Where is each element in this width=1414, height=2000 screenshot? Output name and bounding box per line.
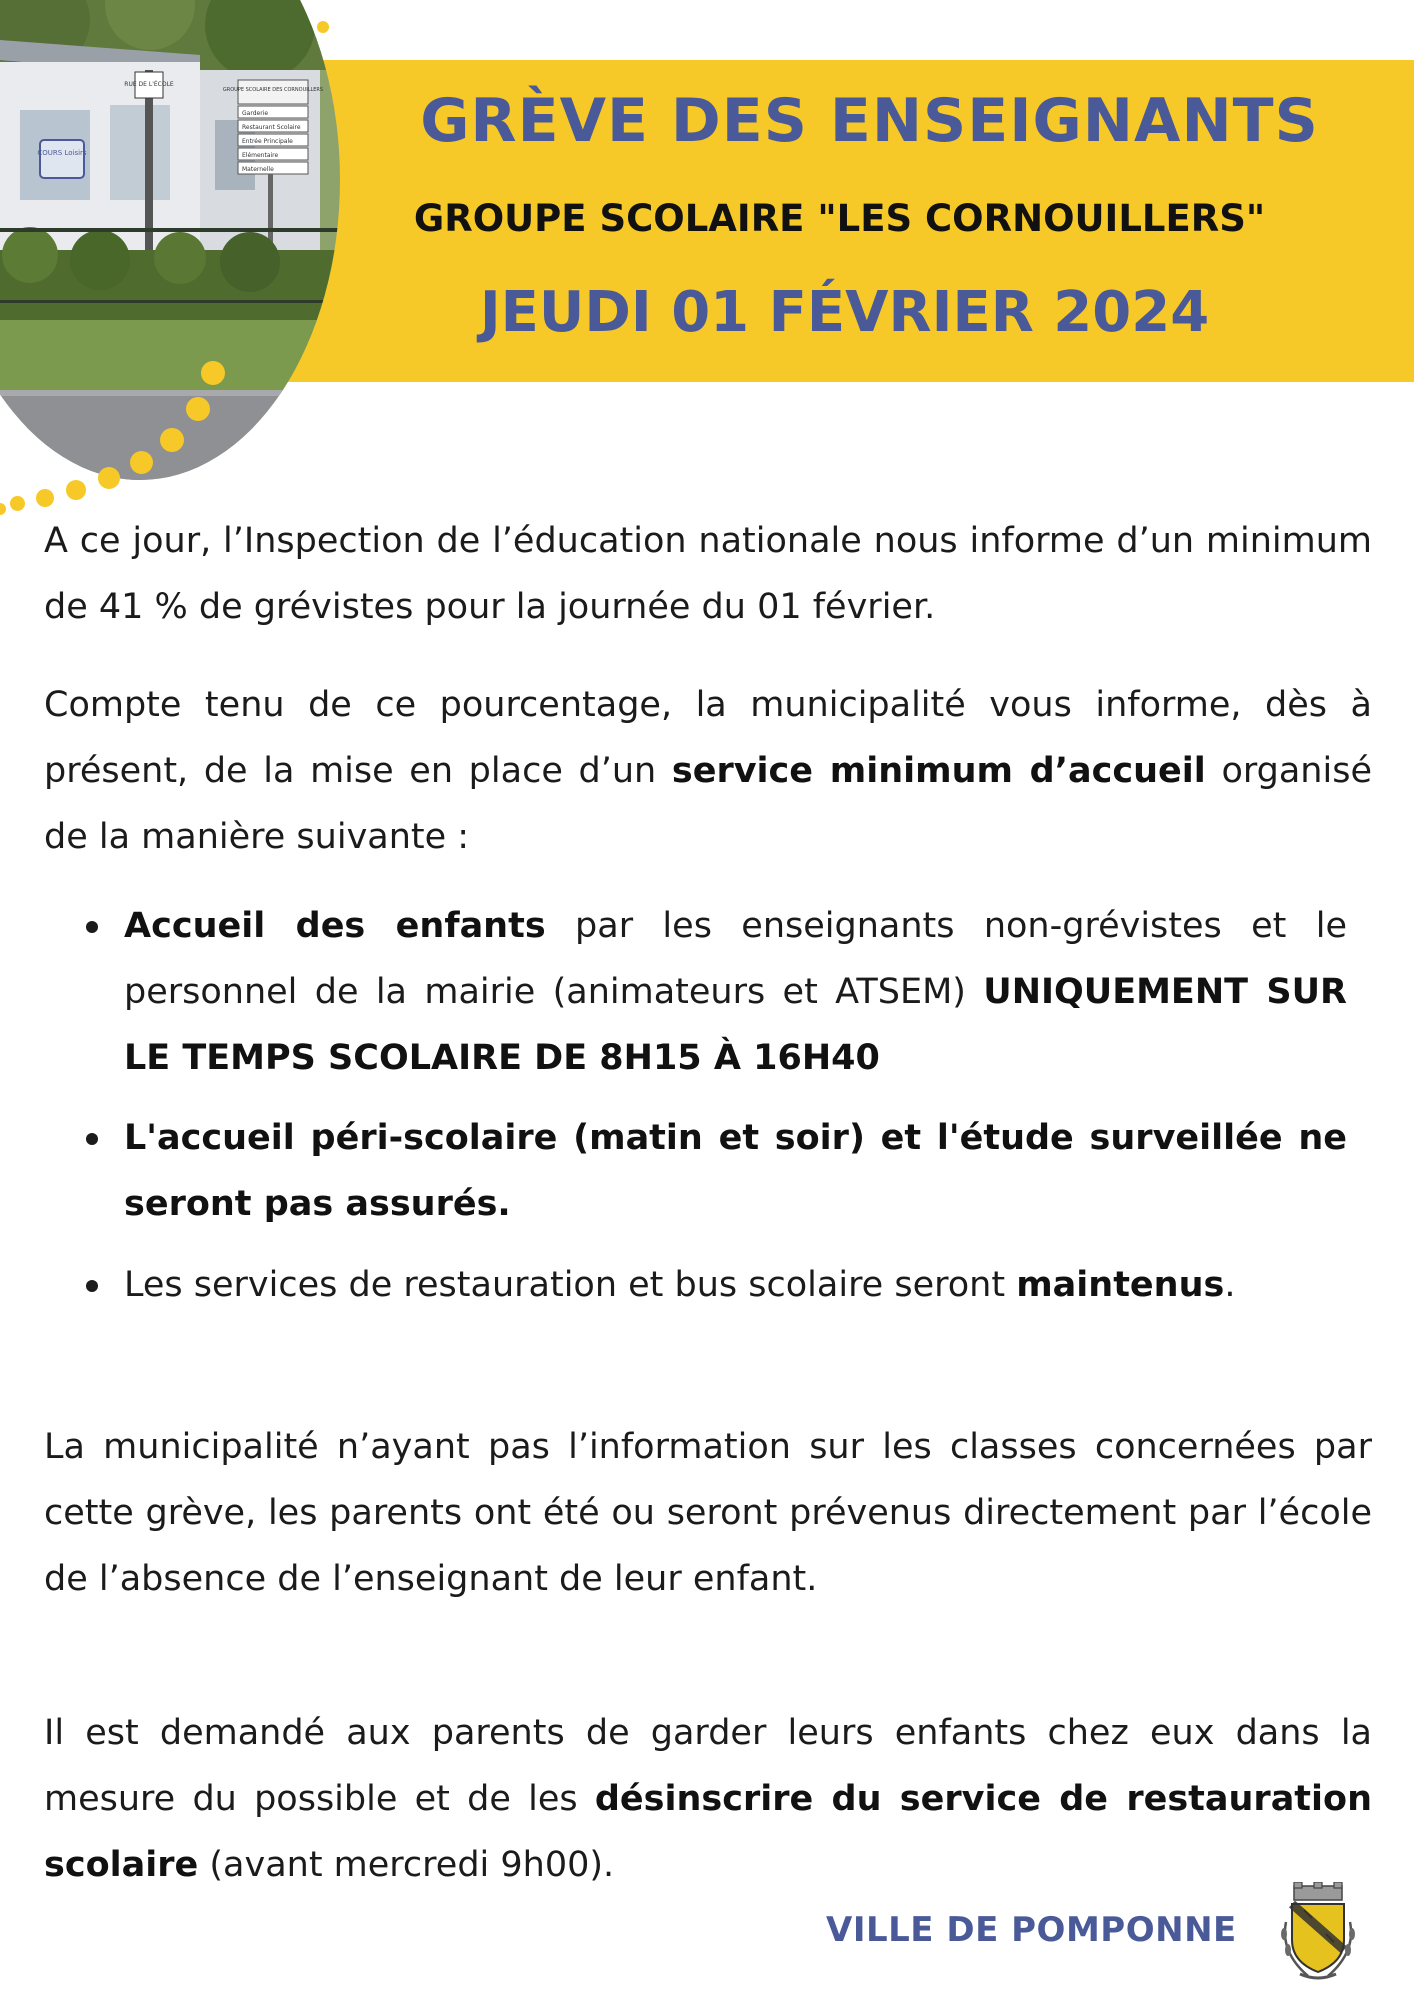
bullet-highlight: Accueil des enfants — [124, 906, 546, 946]
decorative-dot — [36, 489, 54, 507]
request-text: Il est demandé aux parents de garder leurs enfants chez eux dans la mesure du possible et de les — [44, 1713, 1372, 1819]
decorative-dot — [186, 397, 210, 421]
list-item — [124, 1252, 1347, 1318]
decorative-dot — [10, 496, 25, 511]
bullet-icon — [86, 1133, 98, 1145]
request-paragraph — [44, 1700, 1372, 1898]
signpost-item: Restaurant Scolaire — [242, 124, 301, 131]
bullet-icon — [86, 1280, 98, 1292]
street-sign-text: RUE DE L'ÉCOLE — [124, 81, 174, 88]
bullet-text: par les enseignants non-grévistes et le personnel de la mairie (animateurs et ATSEM) — [124, 906, 1347, 1012]
signpost-heading: GROUPE SCOLAIRE DES CORNOUILLERS — [222, 87, 324, 93]
list-item — [124, 893, 1347, 1091]
decorative-dot — [0, 503, 6, 515]
board-sign-text: COURS Loisirs — [37, 149, 87, 157]
signpost-item: Entrée Principale — [242, 138, 293, 145]
bullet-icon — [86, 921, 98, 933]
decorative-dot — [130, 451, 153, 474]
request-highlight: désinscrire du service de restauration scolaire — [44, 1779, 1372, 1885]
service-paragraph — [44, 672, 1372, 870]
service-text: Compte tenu de ce pourcentage, la municipalité vous informe, dès à présent, de la mise en place d’un — [44, 685, 1372, 791]
service-highlight: service minimum d’accueil — [671, 751, 1206, 791]
signpost-item: Elémentaire — [242, 152, 279, 159]
bullet-highlight: UNIQUEMENT SUR LE TEMPS SCOLAIRE DE 8H15 À 16H40 — [124, 972, 1347, 1078]
page-subtitle: GROUPE SCOLAIRE "LES CORNOUILLERS" — [413, 197, 1266, 240]
decorative-dot — [98, 467, 120, 489]
decorative-dot — [317, 21, 329, 33]
bullet-text: . — [1224, 1265, 1236, 1305]
signpost-item: Maternelle — [242, 166, 274, 173]
strike-date: JEUDI 01 FÉVRIER 2024 — [479, 280, 1210, 345]
signpost-item: Garderie — [242, 110, 269, 117]
decorative-dot — [66, 480, 86, 500]
request-text: (avant mercredi 9h00). — [198, 1845, 615, 1885]
school-photo — [0, 0, 340, 480]
pomponne-coat-of-arms-icon — [1278, 1882, 1358, 1982]
bullet-highlight: maintenus — [1016, 1265, 1225, 1305]
service-text: organisé de la manière suivante : — [44, 751, 1372, 857]
intro-paragraph: A ce jour, l’Inspection de l’éducation nationale nous informe d’un minimum de 41 % de grévistes pour la journée du 01 février. — [44, 521, 1372, 627]
page-title: GRÈVE DES ENSEIGNANTS — [420, 86, 1319, 156]
bullet-highlight: L'accueil péri-scolaire (matin et soir) et l'étude surveillée ne seront pas assurés. — [124, 1118, 1347, 1224]
decorative-dot — [201, 361, 225, 385]
town-name: VILLE DE POMPONNE — [826, 1910, 1237, 1950]
info-paragraph: La municipalité n’ayant pas l’information sur les classes concernées par cette grève, les parents ont été ou seront prévenus directement par l’école de l’absence de l’enseignant de leur enfant. — [44, 1427, 1372, 1599]
list-item — [124, 1105, 1347, 1237]
decorative-dot — [160, 428, 184, 452]
bullet-text: Les services de restauration et bus scolaire seront — [124, 1265, 1017, 1305]
